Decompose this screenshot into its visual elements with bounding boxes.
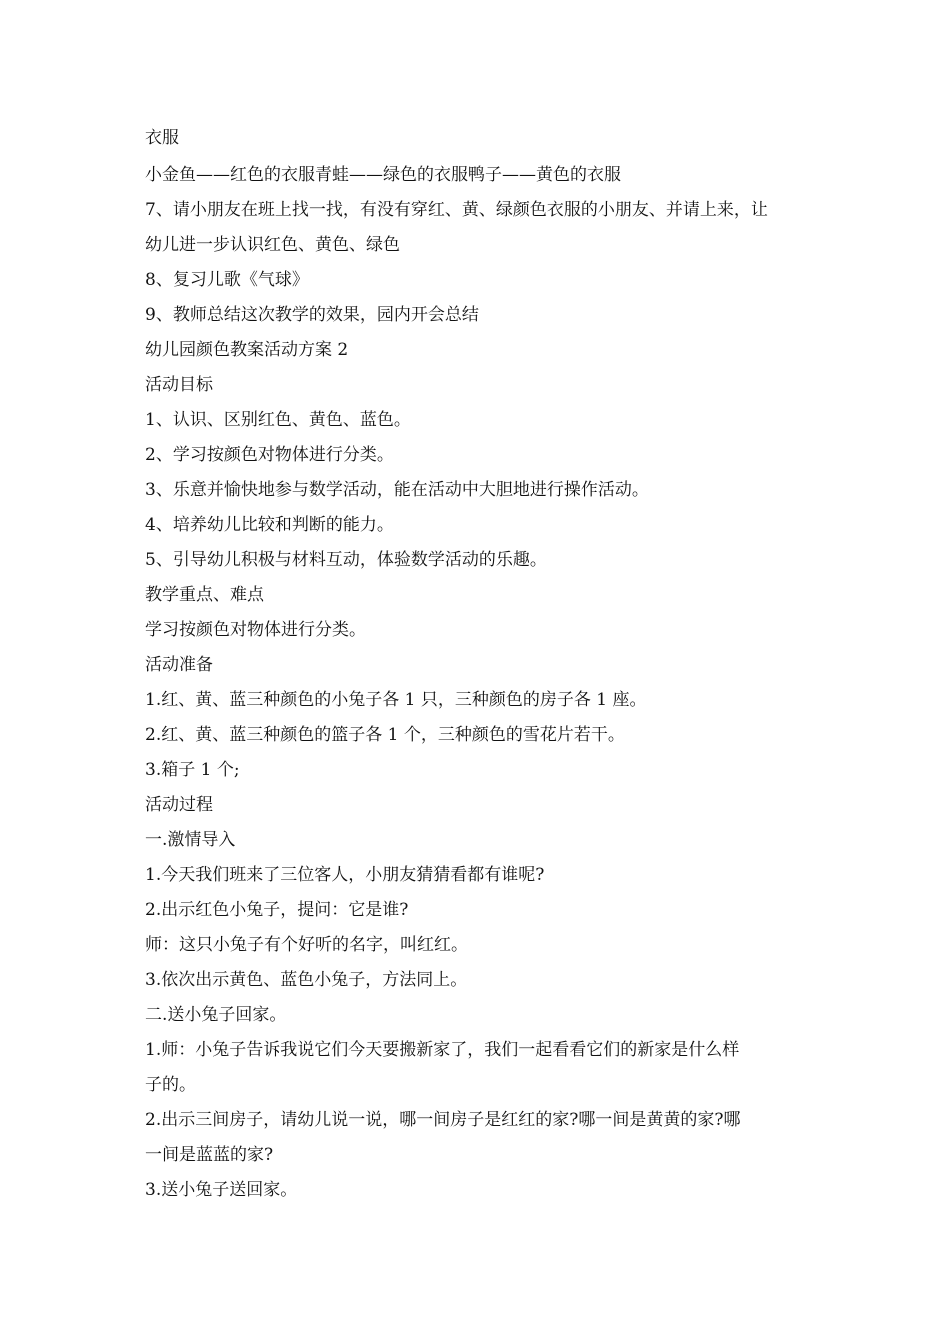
- text-line: 子的。: [145, 1075, 196, 1095]
- text-line: 衣服: [145, 128, 179, 148]
- text-line: 8、复习儿歌《气球》: [145, 270, 309, 290]
- text-line: 4、培养幼儿比较和判断的能力。: [145, 515, 394, 535]
- text-line: 7、请小朋友在班上找一找，有没有穿红、黄、绿颜色衣服的小朋友、并请上来，让: [145, 200, 768, 220]
- text-line: 2.红、黄、蓝三种颜色的篮子各 1 个，三种颜色的雪花片若干。: [145, 725, 625, 745]
- text-line: 3、乐意并愉快地参与数学活动，能在活动中大胆地进行操作活动。: [145, 480, 649, 500]
- section-heading: 活动准备: [145, 655, 213, 675]
- text-line: 1.今天我们班来了三位客人，小朋友猜猜看都有谁呢?: [145, 865, 545, 885]
- document-body: [145, 124, 810, 1208]
- text-line: 1.红、黄、蓝三种颜色的小兔子各 1 只，三种颜色的房子各 1 座。: [145, 690, 647, 710]
- text-line: 3.送小兔子送回家。: [145, 1180, 298, 1200]
- text-line: 1.师：小兔子告诉我说它们今天要搬新家了，我们一起看看它们的新家是什么样: [145, 1040, 740, 1060]
- text-line: 2.出示三间房子，请幼儿说一说，哪一间房子是红红的家?哪一间是黄黄的家?哪: [145, 1110, 741, 1130]
- text-line: 小金鱼——红色的衣服青蛙——绿色的衣服鸭子——黄色的衣服: [145, 165, 621, 185]
- text-line: 二.送小兔子回家。: [145, 1005, 287, 1025]
- text-line: 师：这只小兔子有个好听的名字，叫红红。: [145, 935, 468, 955]
- text-line: 2、学习按颜色对物体进行分类。: [145, 445, 394, 465]
- text-line: 5、引导幼儿积极与材料互动，体验数学活动的乐趣。: [145, 550, 547, 570]
- text-line: 幼儿进一步认识红色、黄色、绿色: [145, 235, 400, 255]
- text-line: 2.出示红色小兔子，提问：它是谁?: [145, 900, 409, 920]
- section-heading: 活动过程: [145, 795, 213, 815]
- text-line: 一间是蓝蓝的家?: [145, 1145, 274, 1165]
- text-line: 学习按颜色对物体进行分类。: [145, 620, 366, 640]
- section-title: 幼儿园颜色教案活动方案 2: [145, 340, 349, 360]
- text-line: 一.激情导入: [145, 830, 236, 850]
- text-line: 3.箱子 1 个;: [145, 760, 240, 780]
- section-heading: 教学重点、难点: [145, 585, 264, 605]
- section-heading: 活动目标: [145, 375, 213, 395]
- text-line: 3.依次出示黄色、蓝色小兔子，方法同上。: [145, 970, 468, 990]
- text-line: 9、教师总结这次教学的效果，园内开会总结: [145, 305, 479, 325]
- text-line: 1、认识、区别红色、黄色、蓝色。: [145, 410, 411, 430]
